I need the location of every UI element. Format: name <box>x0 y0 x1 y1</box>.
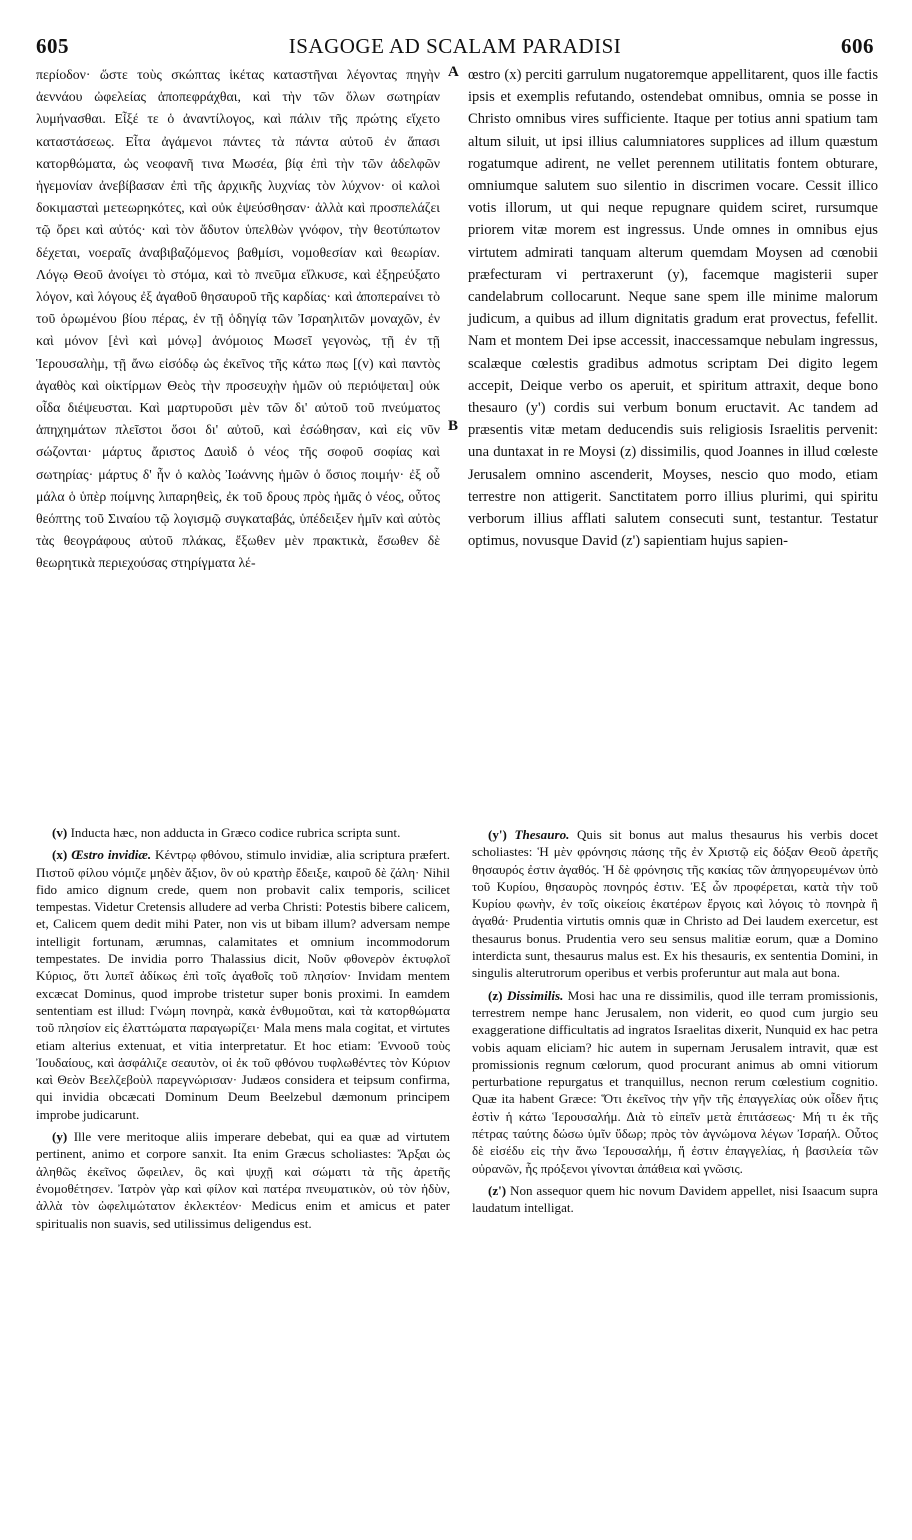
footnote-text: Inducta hæc, non adducta in Græco codice rubrica scripta sunt. <box>70 825 401 840</box>
greek-text: περίοδον· ὥστε τοὺς σκώπτας ἱκέτας καταστῆναι λέγοντας πηγὴν ἀεννάου ὠφελείας ἀποπεφράχθαι, καὶ τὴν τῶν ὅλων σωτηρίαν λυμήνασθαι. Εἶξέ τε ὁ ἀναντίλογος, καὶ πάλιν τῆς πρώτης εἴχετο καταστάσεως. Εἶτα ἀγάμενοι πάντες τὰ πάντα αὐτοῦ ἐν ἅπασι κατορθώματα, ὡς νεοφανῆ τινα Μωσέα, βίᾳ ἐπὶ τὴν τῶν ἀδελφῶν ἡγεμονίαν ἀνεβίβασαν ἐπὶ τῆς ἀρχικῆς λυχνίας τὸν λύχνον· οἱ καλοὶ δοκιμασταὶ μετεωρηκότες, καὶ οὐκ ἐψεύσθησαν· ἀλλὰ καὶ προσπελάζει τῷ ὄρει καὶ αὐτός· καὶ τὸν ἄδυτον ὑπελθὼν γνόφον, τὴν θεοτύπωτον δέχεται, νοεραῖς ἀναβιβαζόμενος βαθμίσι, νομοθεσίαν καὶ θεωρίαν. Λόγῳ Θεοῦ ἀνοίγει τὸ στόμα, καὶ τὸ πνεῦμα εἵλκυσε, καὶ ἐξηρεύξατο λόγον, καὶ λόγους ἐξ ἀγαθοῦ θησαυροῦ τῆς καρδίας· καὶ ἀποπεραίνει τὸ τοῦ ὁρωμένου βίου πέρας, ἐν τῇ ὁδηγίᾳ τῶν Ἰσραηλιτῶν μοναχῶν, ἐν καὶ μόνον [ἑνὶ καὶ μόνῳ] ἀνόμοιος Μωσεῖ γεγονὼς, τῇ ἐν τῇ Ἱερουσαλὴμ, τῇ ἄνω εἰσόδῳ ὡς ἐκεῖνος τῆς κάτω πως [(v) καὶ παντὸς ἀγαθὸς καὶ οἰκτίρμων Θεὸς τὴν προσευχὴν ἡμῶν οὐ περιόψεται] οὐκ οἶδα διέψευσται. Καὶ μαρτυροῦσι μὲν τῶν δι' αὐτοῦ τοῦ πνεύματος ἀπηχημάτων πλεῖστοι ὅσοι δι' αὐτοῦ, καὶ ἐσώθησαν, καὶ εἰς νῦν σώζονται· μάρτυς ἄριστος Δαυὶδ ὁ νέος τῆς σοφοῦ σοφίας καὶ σωτηρίας· μάρτυς δ' ἦν ὁ καλὸς Ἰωάννης ἡμῶν ὁ ὅσιος ποιμήν· ἐξ οὗ μάλα ὁ ὑπὲρ ποίμνης λιπαρηθεὶς, ἐκ τοῦ δρους πρὸς ἡμᾶς ὁ νέος, οὗτος θεόπτης τοῦ Σιναίου τῷ λογισμῷ συγκαταβάς, ὑπέδειξεν ἡμῖν καὶ αὐτὸς τὰς θεογράφους αὐτοῦ πλάκας, ἔξωθεν μὲν πρακτικὰ, ἔσωθεν δὲ θεωρητικὰ περιεχούσας στηρίγματα λέ- <box>36 67 440 571</box>
running-title: ISAGOGE AD SCALAM PARADISI <box>288 34 622 58</box>
footnote-text: Ille vere meritoque aliis imperare debebat, qui ea quæ ad virtutem pertinent, animo et corpore sanxit. Ita enim Græcus scholiastes: Ἄρξαι ὡς ἀληθῶς ἐκεῖνος ὤφειλεν, ὃς καὶ ψυχῇ καὶ σώματι τὰ τῆς ἀρετῆς ἐνομοθέτησεν. Ἰατρὸν γὰρ καὶ φίλον καὶ πατέρα πνευματικὸν, οὐ τὸν ἡδὺν, ἀλλὰ τὸν ὠφελιμώτατον ἐκλεκτέον· Medicus enim et amicus et pater spiritualis non suavis, sed utilissimus deligendus est. <box>36 1129 450 1231</box>
page-number-left: 605 <box>36 34 69 58</box>
latin-text: œstro (x) perciti garrulum nugatoremque appellitarent, quos ille factis ipsis et exemplis refutando, ostendebat omnibus, omnia se posse in Christo omnibus vires sufficiente. Itaque per totius anni spatium tam altum siluit, ut ipsi illius calumniatores supplices ad illum quæstum rogatumque adirent, ne vellet perennem utilitatis fontem obturare, omniumque salutem suo silentio in discrimen vocare. Cessit illico votis illorum, ut qui neque repugnare quidem sciret, rursumque priorem vitæ morem est ingressus. Unde omnes in omnibus ejus virtutem admirati tanquam alterum quemdam Moysen ad cœnobii præfecturam vi pertraxerunt (y), facemque magisterii super candelabrum collocarunt. Neque sane spem ille minime malorum judicum, a quibus ad illum dignitatis gradum erat provectus, fefellit. Nam et montem Dei ipse accessit, inaccessamque nebulam ingressus, scalæque cœlestis gradibus admotus scriptam Dei digito legem accepit, Deique verbo os aperuit, et spiritum attraxit, deque bono thesauro (y') cordis sui verbum bonum eructavit. Ac tandem ad præsentis vitæ metam deducendis suis religiosis Israelitis pervenit: una duntaxat in re Moysi (z) dissimilis, quod Joannes in illud cœleste Jerusalem omnino ascenderit, Moyses, nescio quo modo, etiam terrestre non attigerit. Sanctitatem porro illius plurimi, qui spiritu verborum illius afflati salutem consecuti sunt, testantur. Testatur optimus, novusque David (z') sapientiam hujus sapien- <box>468 67 878 550</box>
footnotes-right <box>472 826 878 1222</box>
footnote-title: Œstro invidiæ. <box>71 847 152 863</box>
footnote <box>472 826 878 982</box>
page-number-right: 606 <box>841 34 874 58</box>
footnote-label: (y') <box>488 827 507 842</box>
footnote <box>472 1182 878 1217</box>
footnote-text: Quis sit bonus aut malus thesaurus his verbis docet scholiastes: Ἡ μὲν φρόνησις πάσης τῆς ἐν Χριστῷ εἰς δόξαν Θεοῦ ἀρετῆς θησαυρός ἐστιν ἀγαθός. Ἡ δὲ φρόνησις τῆς κακίας τῶν ἀπηγορευμένων ὑπὸ τοῦ Κυρίου, θησαυρὸς πονηρός ἐστιν. Ἐξ ὧν προφέρεται, κατὰ τὴν τοῦ Κυρίου φωνὴν, ἐν τοῖς οἰκείοις ἑκατέρων ἔργοις καὶ λόγοις τὸ πονηρὰ ἢ ἀγαθά· Prudentia virtutis omnis quæ in Christo ad Dei laudem exercetur, est thesaurus bonus. Prudentia vero seu sensus malitiæ eorum, quæ a Domino interdicta sunt, thesaurus malus est. Ex his thesauris, ex sententia Domini, in singulis alterutrorum operibus et verbis proferuntur aut mala aut bona. <box>472 827 878 981</box>
footnote-label: (v) <box>52 825 68 840</box>
footnote-text: Mosi hac una re dissimilis, quod ille terram promissionis, terrestrem nempe hanc Jerusalem, non viderit, eo quod cum jurgio seu exaggeratione difficultatis ad ingratos Israelitas dixerit, Nunquid ex hac petra vobis aquam eliciam? hic autem in supernam Jerusalem intravit, quæ est promissionis regnum cœlorum, quod procurant animus ab omni vitiorum perturbatione repurgatus et tranquillus, necnon rerum cœlestium cognitio. Quæ ita habent Græce: Ὅτι ἐκεῖνος τὴν γῆν τῆς ἐπαγγελίας οὐκ οἶδεν ἥτις ἐστὶν ἡ κάτω Ἱερουσαλήμ. Διὰ τὸ εἰπεῖν μετὰ ἐπιτάσεως· Μή τι ἐκ τῆς πέτρας ταύτης δώσω ὑμῖν ὕδωρ; πρὸς τὸν ἀγνώμονα λέγων Ἰσραήλ. Οὗτος δὲ εἰσέδυ εἰς τὴν ἄνω Ἱερουσαλήμ, ἥ ἐστιν ἐπαγγελίας, ἡ βασιλεία τῶν οὐρανῶν, ἧς πρόξενοι γίνονται ἀπάθεια καὶ γνῶσις. <box>472 987 879 1176</box>
footnote-text: Non assequor quem hic novum Davidem appellet, nisi Isaacum supra laudatum intelligat. <box>472 1182 878 1216</box>
footnote-label: (z') <box>488 1182 507 1198</box>
footnote <box>472 987 878 1177</box>
footnote-text: Κέντρῳ φθόνου, stimulo invidiæ, alia scriptura præfert. Πιστοῦ φίλου νόμιζε μηδὲν ἄξιον, ὃν οὐ κρατὴρ ἔδειξε, καιροῦ δὲ ζάλη· Nihil fido amico dignum crede, quem non probavit calix temporis, scilicet tempestas. Videtur Cretensis alludere ad verba Christi: Potestis bibere calicem, et, Calicem quem dedit mihi Pater, non vis ut bibam illum? adversam nempe intelligit fortunam, ærumnas, calamitates et omnium incommodorum tempestates. De invidia porro Thalassius dicit, Νοῦν φθονερὸν ἐκτυφλοῖ Κύριος, ὅτι λυπεῖ ἀδίκως ἐπὶ τοῖς ἀγαθοῖς τοῦ πλησίον· Invidam mentem excæcat Dominus, quod improbe tristetur super bonis proximi. In eamdem sententiam est illud: Γνώμη πονηρὰ, κακὰ ἐνθυμοῦται, καὶ τὰ κατορθώματα τοῦ πλησίον εἰς ἐλαττώματα παραγωρίζει· Mala mens mala cogitat, et virtutes etiam alterius extenuat, et vitia interpretatur. Et hoc etiam: Ἐννοοῦ τοὺς Ἰουδαίους, καὶ ἀσφάλιζε σεαυτὸν, οἱ ἐκ τοῦ φθόνου τυφλωθέντες τὸν Κύριον καὶ Θεὸν Βεελζεβοὺλ παρεγνώρισαν· Judæos considera et teipsum confirma, qui invidia obcæcati Dominum Deum Beelzebul dæmonum principem improbe judicarunt. <box>36 847 450 1122</box>
footnote-label: (x) <box>52 847 68 863</box>
footnote <box>36 846 450 1123</box>
latin-column <box>468 64 878 552</box>
margin-marker-a: A <box>448 64 459 80</box>
footnote <box>36 824 450 841</box>
footnote-label: (y) <box>52 1129 68 1145</box>
footnote <box>36 1128 450 1232</box>
footnote-title: Thesauro. <box>514 827 570 842</box>
greek-column <box>36 64 440 575</box>
footnotes-left <box>36 824 450 1237</box>
footnote-title: Dissimilis. <box>506 987 564 1003</box>
running-header <box>36 34 874 60</box>
margin-marker-b: B <box>448 418 459 434</box>
footnote-label: (z) <box>488 987 503 1003</box>
